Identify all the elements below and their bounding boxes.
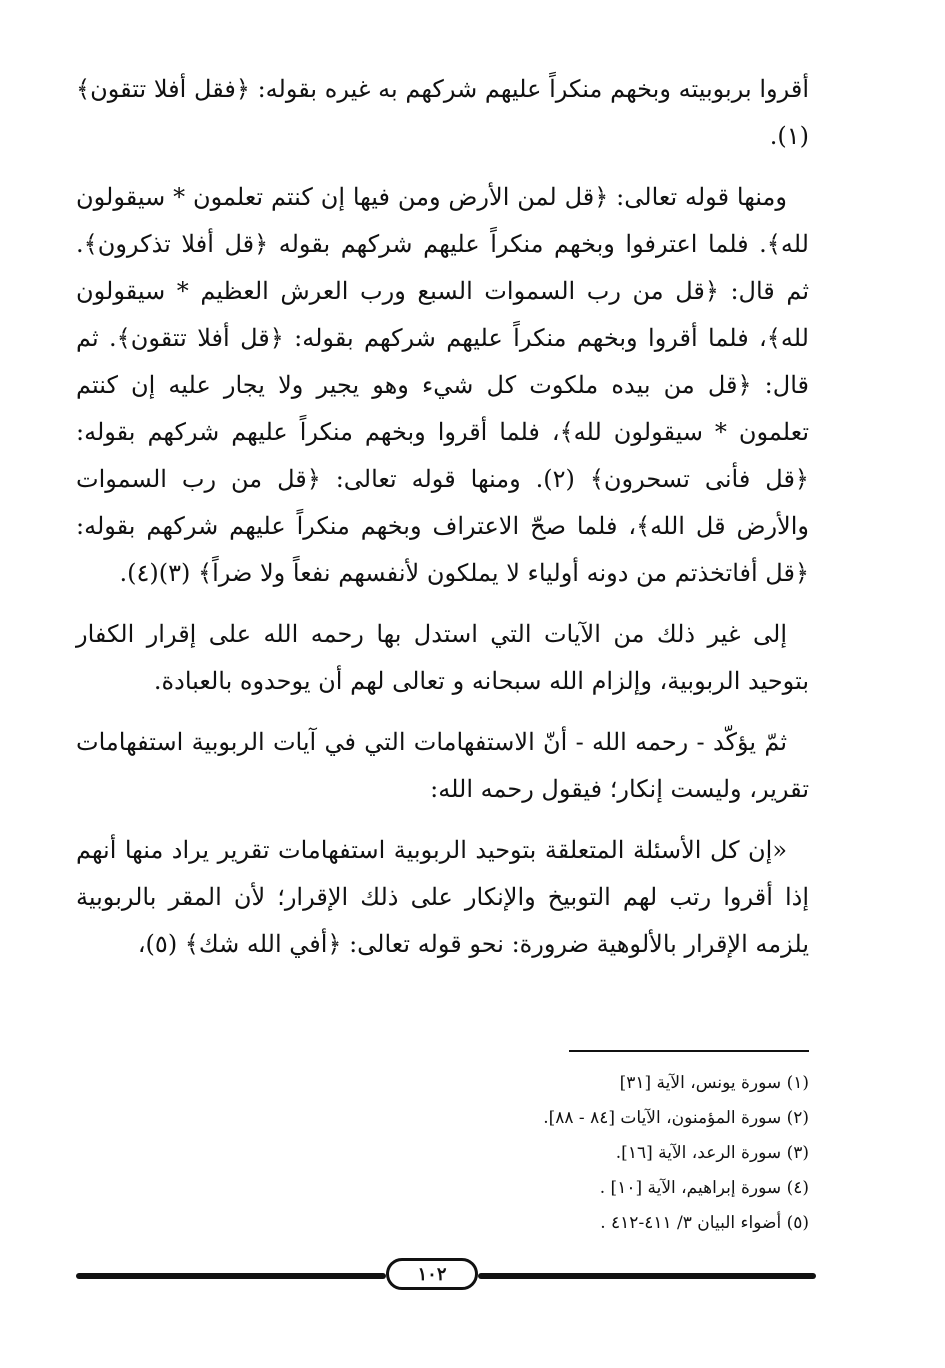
page-footer xyxy=(76,1258,816,1294)
footnote-1: (١) سورة يونس، الآية [٣١] xyxy=(619,1073,809,1093)
footer-rule-left xyxy=(76,1273,386,1279)
paragraph-5: «إن كل الأسئلة المتعلقة بتوحيد الربوبية استفهامات تقرير يراد منها أنهم إذا أقروا رتب لهم التوبيخ والإنكار على ذلك الإقرار؛ لأن المقر بالربوبية يلزمه الإقرار بالألوهية ضرورة: نحو قوله تعالى: ﴿أفي الله شك﴾ (٥)، xyxy=(76,836,809,958)
main-text xyxy=(76,66,809,968)
paragraph-2: ومنها قوله تعالى: ﴿قل لمن الأرض ومن فيها إن كنتم تعلمون * سيقولون لله﴾. فلما اعترفوا وبخهم منكراً عليهم شركهم بقوله ﴿قل أفلا تذكرون﴾. ثم قال: ﴿قل من رب السموات السبع ورب العرش العظيم * سيقولون لله﴾، فلما أقروا وبخهم منكراً عليهم شركهم بقوله: ﴿قل أفلا تتقون﴾. ثم قال: ﴿قل من بيده ملكوت كل شيء وهو يجير ولا يجار عليه إن كنتم تعلمون * سيقولون لله﴾، فلما أقروا وبخهم منكراً عليهم شركهم بقوله: ﴿قل فأنى تسحرون﴾ (٢). ومنها قوله تعالى: ﴿قل من رب السموات والأرض قل الله﴾، فلما صحّ الاعتراف وبخهم منكراً عليهم شركهم بقوله: ﴿قل أفاتخذتم من دونه أولياء لا يملكون لأنفسهم نفعاً ولا ضراً﴾ (٣)(٤). xyxy=(76,183,809,587)
page-number: ١٠٢ xyxy=(386,1258,478,1290)
footnote-divider xyxy=(569,1050,809,1052)
paragraph-1: أقروا بربوبيته وبخهم منكراً عليهم شركهم به غيره بقوله: ﴿فقل أفلا تتقون﴾ (١). xyxy=(76,75,809,150)
footer-rule-right xyxy=(478,1273,816,1279)
paragraph-4: ثمّ يؤكّد - رحمه الله - أنّ الاستفهامات التي في آيات الربوبية استفهامات تقرير، وليست إنكار؛ فيقول رحمه الله: xyxy=(76,728,809,803)
footnote-2: (٢) سورة المؤمنون، الآيات [٨٤ - ٨٨]. xyxy=(543,1108,809,1128)
footnote-4: (٤) سورة إبراهيم، الآية [١٠] . xyxy=(599,1178,809,1198)
footnote-5: (٥) أضواء البيان ٣/ ٤١١-٤١٢ . xyxy=(600,1213,809,1233)
footnote-3: (٣) سورة الرعد، الآية [١٦]. xyxy=(615,1143,809,1163)
paragraph-3: إلى غير ذلك من الآيات التي استدل بها رحمه الله على إقرار الكفار بتوحيد الربوبية، وإلزام الله سبحانه و تعالى لهم أن يوحدوه بالعبادة. xyxy=(76,620,809,695)
book-page xyxy=(76,66,809,1356)
footnotes-list xyxy=(76,1066,809,1241)
